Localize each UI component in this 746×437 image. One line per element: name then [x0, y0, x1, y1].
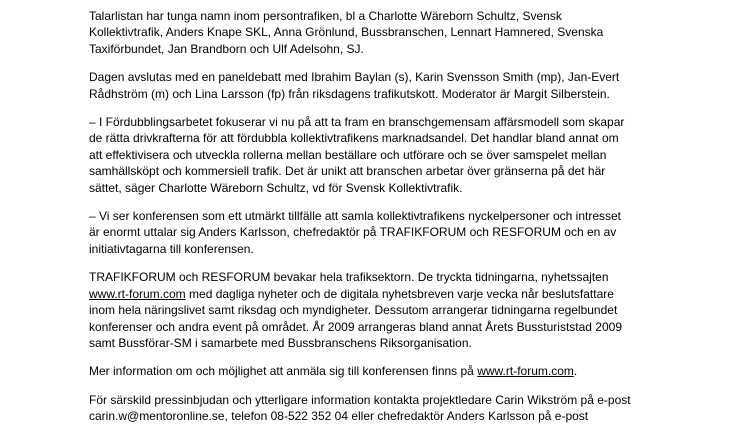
text-line: Dagen avslutas med en paneldebatt med Ibrahim Baylan (s), Karin Svensson Smith (mp), Jan-Evert	[89, 70, 620, 85]
link-trailing-text: .	[573, 364, 578, 379]
text-line: TRAFIKFORUM och RESFORUM bevakar hela trafiksektorn. De tryckta tidningarna, nyhetssajten	[89, 270, 609, 285]
paragraph-about-publications	[89, 269, 669, 351]
text-line: Kollektivtrafik, Anders Knape SKL, Anna Grönlund, Bussbranschen, Lennart Hamnered, Svenska	[89, 25, 604, 40]
text-line: initiativtagarna till konferensen.	[89, 241, 254, 256]
link-trailing-text: med dagliga nyheter och de digitala nyhetsbreven varje vecka når beslutsfattare	[185, 286, 614, 301]
text-line: carin.w@mentoronline.se, telefon 08-522 352 04 eller chefredaktör Anders Karlsson på e-post	[89, 409, 589, 424]
paragraph-press-contact	[89, 392, 669, 425]
text-line: är enormt uttalar sig Anders Karlsson, chefredaktör på TRAFIKFORUM och RESFORUM och en av	[89, 225, 617, 240]
paragraph-quote-karlsson	[89, 208, 669, 257]
text-line: samt Bussförar-SM i samarbete med Bussbranschens Riksorganisation.	[89, 335, 472, 350]
text-line: Rådhström (m) och Lina Larsson (fp) från riksdagens trafikutskott. Moderator är Margit Silberstein.	[89, 86, 610, 101]
text-line: de rätta drivkrafterna för att fördubbla kollektivtrafikens marknadsandel. Det handlar bland annat om	[89, 131, 619, 146]
text-line: – Vi ser konferensen som ett utmärkt tillfälle att samla kollektivtrafikens nyckelpersoner och intresset	[89, 209, 622, 224]
text-line	[89, 363, 669, 379]
link-leading-text: Mer information om och möjlighet att anmäla sig till konferensen finns på	[89, 364, 478, 379]
rt-forum-link[interactable]: www.rt-forum.com	[89, 286, 186, 301]
text-line: inom hela näringslivet samt riksdag och myndigheter. Dessutom arrangerar tidningarna regelbundet	[89, 303, 618, 318]
paragraph-speakers	[89, 8, 669, 57]
text-line: – I Fördubblingsarbetet fokuserar vi nu på att ta fram en branschgemensam affärsmodell som skapar	[89, 115, 625, 130]
paragraph-panel-debate	[89, 69, 669, 102]
text-line: För särskild pressinbjudan och ytterligare information kontakta projektledare Carin Wikström på e-post	[89, 392, 631, 407]
rt-forum-link[interactable]: www.rt-forum.com	[477, 364, 574, 379]
paragraph-more-info	[89, 363, 669, 379]
text-line: konferenser och andra event på området. År 2009 arrangeras bland annat Årets Bussturiststad 2009	[89, 319, 622, 334]
text-line: att effektivisera och utveckla rollerna mellan beställare och utförare och se över samspelet mellan	[89, 147, 607, 162]
text-line: Talarlistan har tunga namn inom persontrafiken, bl a Charlotte Wäreborn Schultz, Svensk	[89, 9, 562, 23]
text-line: Taxiförbundet, Jan Brandborn och Ulf Adelsohn, SJ.	[89, 41, 364, 56]
text-line	[89, 286, 669, 302]
text-line: sättet, säger Charlotte Wäreborn Schultz, vd för Svensk Kollektivtrafik.	[89, 180, 463, 195]
paragraph-quote-wareborn	[89, 114, 669, 196]
document-body	[89, 8, 669, 437]
text-line: samhällsköpt och kommersiell trafik. Det är unikt att branschen arbetar över gränserna på det här	[89, 164, 606, 179]
